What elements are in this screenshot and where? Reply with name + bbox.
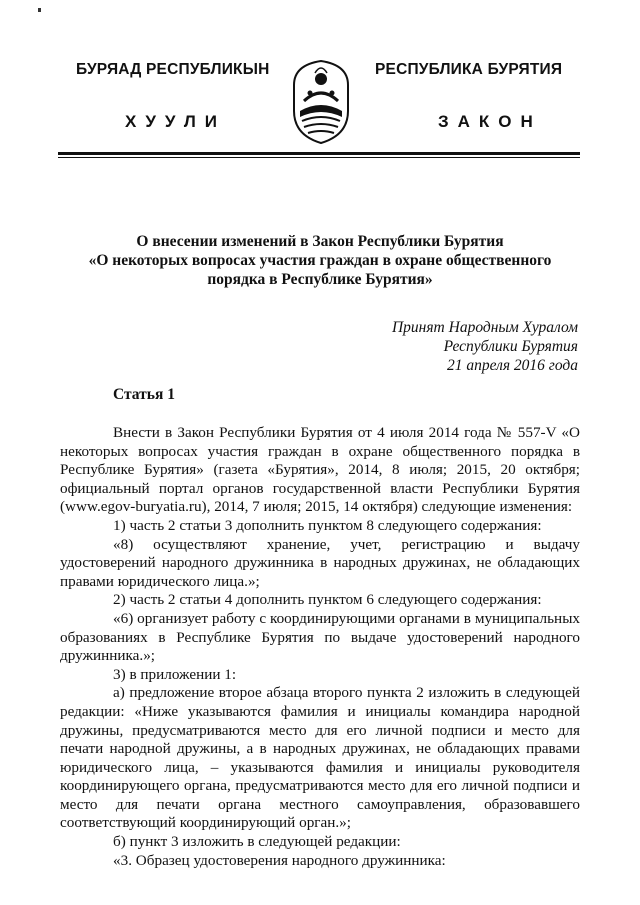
- law-title-line: «О некоторых вопросах участия граждан в охране общественного: [88, 252, 552, 269]
- coat-of-arms-icon: [286, 55, 356, 147]
- paragraph: Внести в Закон Республики Бурятия от 4 июля 2014 года № 557-V «О некоторых вопросах участия граждан в охране общественного порядка в Республике Бурятия» (газета «Бурятия», 2014, 8 июля; 2015, 20 октября; официальный портал органов государственной власти Республики Бурятия (www.egov-buryatia.ru), 2014, 7 июля; 2015, 14 октября) следующие изменения:: [60, 424, 580, 516]
- header-right-law: ЗАКОН: [438, 112, 542, 131]
- adoption-date: 21 апреля 2016 года: [446, 357, 578, 374]
- header-divider-thin: [58, 157, 580, 158]
- adoption-line: Республики Бурятия: [443, 338, 578, 355]
- header-left-law: ХУУЛИ: [125, 112, 226, 131]
- paragraph: «8) осуществляют хранение, учет, регистрацию и выдачу удостоверений народного дружинника в народных дружинах, не обладающих правами юридического лица.»;: [60, 535, 580, 590]
- adoption-line: Принят Народным Хуралом: [391, 319, 578, 336]
- paragraph: а) предложение второе абзаца второго пункта 2 изложить в следующей редакции: «Ниже указываются фамилия и инициалы командира народной дружины, предусматриваются место для его личной подписи и место для печати народной дружины, а в народных дружинах, не обладающих правами юридического лица, – указываются фамилия и инициалы руководителя координирующего органа, предусматриваются место для его личной подписи и место для печати органа местного самоуправления, образовавшего соответствующий координирующий орган.»;: [60, 684, 580, 832]
- paragraph: б) пункт 3 изложить в следующей редакции:: [113, 833, 401, 851]
- paragraph: «6) организует работу с координирующими органами в муниципальных образованиях в Республике Бурятия по выдаче удостоверений народного дружинника.»;: [60, 609, 580, 665]
- law-title-line: порядка в Республике Бурятия»: [207, 271, 433, 288]
- scan-mark: [38, 8, 41, 12]
- paragraph: 3) в приложении 1:: [113, 665, 237, 683]
- header-right-title: РЕСПУБЛИКА БУРЯТИЯ: [375, 61, 563, 78]
- adoption-note: [392, 318, 578, 375]
- header-divider-thick: [58, 152, 580, 155]
- article-body: [60, 424, 580, 870]
- law-title: [60, 232, 580, 289]
- paragraph: 2) часть 2 статьи 4 дополнить пунктом 6 следующего содержания:: [113, 591, 542, 609]
- paragraph: «3. Образец удостоверения народного дружинника:: [113, 851, 446, 869]
- paragraph: 1) часть 2 статьи 3 дополнить пунктом 8 следующего содержания:: [113, 516, 542, 534]
- header-left-title: БУРЯАД РЕСПУБЛИКЫН: [76, 61, 270, 78]
- article-heading: Статья 1: [113, 386, 175, 403]
- law-title-line: О внесении изменений в Закон Республики Бурятия: [136, 233, 504, 250]
